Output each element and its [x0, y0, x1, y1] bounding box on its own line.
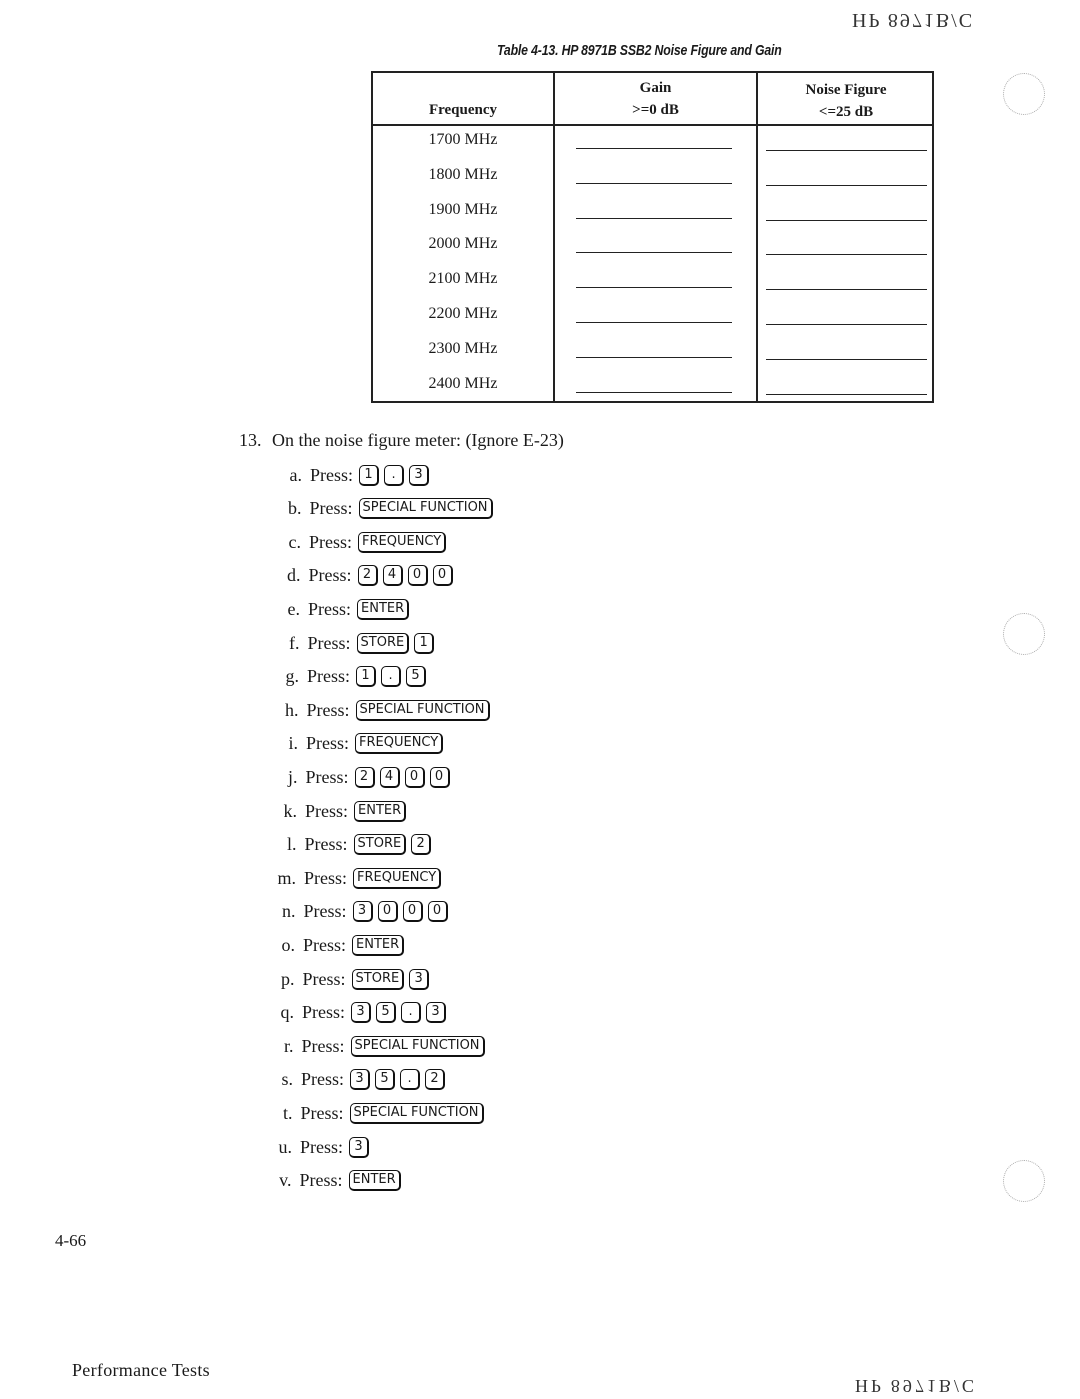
substep-label: k.: [283, 800, 297, 821]
step-text: On the noise figure meter: (Ignore E-23): [272, 430, 564, 450]
keycap-3: 3: [353, 901, 373, 922]
keycap-4: 4: [383, 565, 403, 586]
substep-p: [269, 966, 435, 992]
gain-entry-blank[interactable]: [576, 287, 732, 288]
frequency-cell: 2000 MHz: [428, 235, 498, 253]
press-label: Press:: [301, 1069, 345, 1090]
keycap-store: STORE: [354, 834, 407, 855]
substep-label: i.: [288, 733, 298, 754]
press-label: Press:: [303, 934, 347, 955]
press-label: Press:: [309, 498, 353, 519]
keycap-1: 1: [414, 633, 434, 654]
substep-o: [269, 932, 409, 958]
keycap-0: 0: [428, 901, 448, 922]
keycap-store: STORE: [357, 633, 410, 654]
gain-entry-blank[interactable]: [576, 392, 732, 393]
press-label: Press:: [299, 1170, 343, 1191]
noise-figure-entry-blank[interactable]: [766, 220, 927, 221]
substep-label: g.: [285, 666, 299, 687]
keycap-1: 1: [359, 465, 379, 486]
gain-entry-blank[interactable]: [576, 218, 732, 219]
keycap-frequency: FREQUENCY: [353, 868, 441, 889]
substep-label: r.: [283, 1035, 294, 1056]
substep-label: f.: [289, 632, 300, 653]
running-foot: HP 8971B/C: [855, 1376, 977, 1396]
keycap-0: 0: [378, 901, 398, 922]
substep-label: n.: [282, 901, 296, 922]
keycap-5: 5: [375, 1069, 395, 1090]
keycap-3: 3: [409, 465, 429, 486]
gain-entry-blank[interactable]: [576, 357, 732, 358]
punch-hole-decoration: [1003, 1160, 1045, 1202]
substep-label: a.: [289, 464, 302, 485]
substep-j: [272, 764, 455, 790]
press-label: Press:: [309, 531, 353, 552]
press-label: Press:: [302, 968, 346, 989]
substep-label: j.: [287, 766, 298, 787]
substep-c: [275, 529, 451, 555]
footer-section: Performance Tests: [72, 1360, 210, 1380]
substep-label: d.: [287, 565, 301, 586]
noise-figure-gain-table: [371, 71, 934, 403]
keycap-decimal-point: .: [400, 1069, 420, 1090]
noise-figure-entry-blank[interactable]: [766, 394, 927, 395]
gain-entry-blank[interactable]: [576, 322, 732, 323]
keycap-2: 2: [411, 834, 431, 855]
noise-figure-entry-blank[interactable]: [766, 254, 927, 255]
column-divider: [553, 73, 555, 401]
substep-l: [271, 832, 437, 858]
header-gain: Gain >=0 dB: [632, 80, 679, 118]
gain-entry-blank[interactable]: [576, 148, 732, 149]
press-label: Press:: [308, 598, 352, 619]
substep-label: c.: [288, 531, 301, 552]
keycap-enter: ENTER: [349, 1170, 401, 1191]
keycap-special-function: SPECIAL FUNCTION: [356, 700, 490, 721]
substep-a: [276, 462, 434, 488]
substep-i: [272, 731, 448, 757]
press-label: Press:: [300, 1136, 344, 1157]
substep-s: [267, 1067, 450, 1093]
table-caption: Table 4-13. HP 8971B SSB2 Noise Figure and Gain: [497, 42, 782, 59]
keycap-0: 0: [403, 901, 423, 922]
keycap-special-function: SPECIAL FUNCTION: [351, 1036, 485, 1057]
substep-u: [266, 1134, 374, 1160]
keycap-1: 1: [356, 666, 376, 687]
substep-label: e.: [287, 598, 300, 619]
press-label: Press:: [303, 901, 347, 922]
keycap-frequency: FREQUENCY: [355, 733, 443, 754]
keycap-3: 3: [350, 1069, 370, 1090]
substep-d: [275, 563, 458, 589]
frequency-cell: 2400 MHz: [428, 374, 498, 392]
gain-entry-blank[interactable]: [576, 183, 732, 184]
substep-label: q.: [280, 1002, 294, 1023]
substep-label: u.: [278, 1136, 292, 1157]
press-label: Press:: [307, 666, 351, 687]
press-label: Press:: [305, 766, 349, 787]
substep-k: [271, 798, 411, 824]
keycap-3: 3: [351, 1002, 371, 1023]
keycap-special-function: SPECIAL FUNCTION: [350, 1103, 484, 1124]
substep-n: [270, 899, 453, 925]
press-label: Press:: [306, 699, 350, 720]
substep-label: h.: [285, 699, 299, 720]
substep-label: s.: [281, 1069, 293, 1090]
running-head: HP 8971B/C: [852, 9, 975, 31]
press-label: Press:: [306, 733, 350, 754]
press-label: Press:: [304, 834, 348, 855]
substep-m: [270, 865, 446, 891]
keycap-3: 3: [426, 1002, 446, 1023]
keycap-3: 3: [349, 1137, 369, 1158]
press-label: Press:: [308, 565, 352, 586]
substep-label: t.: [282, 1102, 293, 1123]
press-label: Press:: [304, 867, 348, 888]
press-label: Press:: [300, 1102, 344, 1123]
noise-figure-entry-blank[interactable]: [766, 150, 927, 151]
substep-g: [273, 664, 431, 690]
keycap-2: 2: [358, 565, 378, 586]
substep-label: m.: [277, 867, 296, 888]
frequency-cell: 2100 MHz: [428, 270, 498, 288]
punch-hole-decoration: [1003, 73, 1045, 115]
keycap-3: 3: [409, 969, 429, 990]
keycap-decimal-point: .: [401, 1002, 421, 1023]
substep-label: v.: [279, 1170, 292, 1191]
header-noise-figure: Noise Figure <=25 dB: [805, 82, 887, 120]
keycap-0: 0: [433, 565, 453, 586]
substep-b: [276, 496, 498, 522]
keycap-decimal-point: .: [384, 465, 404, 486]
keycap-2: 2: [355, 767, 375, 788]
substep-label: p.: [281, 968, 295, 989]
noise-figure-entry-blank[interactable]: [766, 359, 927, 360]
keycap-decimal-point: .: [381, 666, 401, 687]
frequency-cell: 2200 MHz: [428, 305, 498, 322]
keycap-0: 0: [405, 767, 425, 788]
keycap-enter: ENTER: [352, 935, 404, 956]
press-label: Press:: [305, 800, 349, 821]
substep-h: [273, 697, 495, 723]
keycap-store: STORE: [352, 969, 405, 990]
substep-v: [266, 1168, 406, 1194]
keycap-2: 2: [425, 1069, 445, 1090]
keycap-frequency: FREQUENCY: [358, 532, 446, 553]
noise-figure-entry-blank[interactable]: [766, 324, 927, 325]
substep-label: b.: [288, 498, 302, 519]
noise-figure-entry-blank[interactable]: [766, 289, 927, 290]
press-label: Press:: [302, 1002, 346, 1023]
substep-label: l.: [286, 834, 297, 855]
page-number: 4-66: [55, 1231, 87, 1250]
noise-figure-entry-blank[interactable]: [766, 185, 927, 186]
frequency-cell: 1800 MHz: [428, 165, 498, 183]
keycap-0: 0: [408, 565, 428, 586]
gain-entry-blank[interactable]: [576, 252, 732, 253]
frequency-cell: 1700 MHz: [428, 131, 498, 148]
keycap-4: 4: [380, 767, 400, 788]
press-label: Press:: [301, 1035, 345, 1056]
press-label: Press:: [307, 632, 351, 653]
frequency-cell: 1900 MHz: [428, 200, 498, 218]
substep-t: [267, 1100, 489, 1126]
keycap-0: 0: [430, 767, 450, 788]
header-divider: [373, 124, 932, 126]
substep-e: [274, 596, 414, 622]
substep-label: o.: [281, 934, 295, 955]
keycap-5: 5: [406, 666, 426, 687]
keycap-enter: ENTER: [357, 599, 409, 620]
keycap-enter: ENTER: [354, 801, 406, 822]
punch-hole-decoration: [1003, 613, 1045, 655]
substep-q: [268, 1000, 451, 1026]
substep-f: [274, 630, 440, 656]
step-13: [239, 430, 564, 451]
step-number: 13.: [239, 430, 262, 450]
substep-r: [268, 1033, 490, 1059]
press-label: Press:: [310, 464, 354, 485]
keycap-special-function: SPECIAL FUNCTION: [359, 498, 493, 519]
keycap-5: 5: [376, 1002, 396, 1023]
frequency-cell: 2300 MHz: [428, 339, 498, 357]
header-frequency: Frequency: [428, 102, 498, 118]
